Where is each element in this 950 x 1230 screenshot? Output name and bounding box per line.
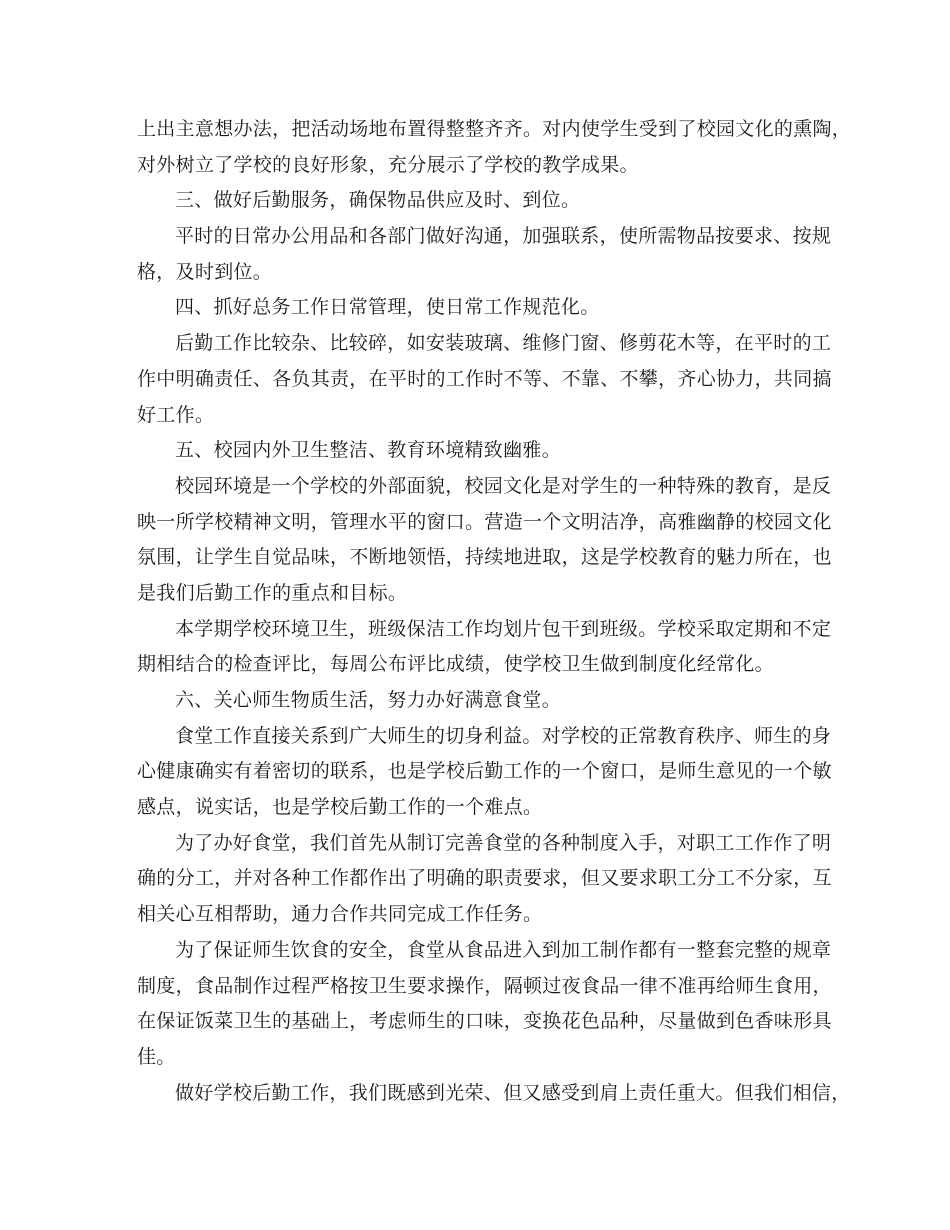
text-line: 氛围，让学生自觉品味，不断地领悟，持续地进取，这是学校教育的魅力所在，也 <box>137 546 832 569</box>
text-line: 六、关心师生物质生活，努力办好满意食堂。 <box>175 689 562 711</box>
text-line: 好工作。 <box>137 403 215 426</box>
text-line: 格，及时到位。 <box>137 260 273 283</box>
text-line: 心健康确实有着密切的联系，也是学校后勤工作的一个窗口，是师生意见的一个敏 <box>137 760 832 783</box>
text-line: 后勤工作比较杂、比较碎，如安装玻璃、维修门窗、修剪花木等，在平时的工 <box>175 332 832 355</box>
text-line: 映一所学校精神文明，管理水平的窗口。营造一个文明洁净，高雅幽静的校园文化 <box>137 510 832 533</box>
text-line: 三、做好后勤服务，确保物品供应及时、到位。 <box>175 189 581 212</box>
text-line: 为了保证师生饮食的安全，食堂从食品进入到加工制作都有一整套完整的规章 <box>175 938 832 961</box>
text-line: 食堂工作直接关系到广大师生的切身利益。对学校的正常教育秩序、师生的身 <box>175 724 832 747</box>
document-body <box>137 112 852 1111</box>
text-line: 确的分工，并对各种工作都作出了明确的职责要求，但又要求职工分工不分家，互 <box>137 867 832 890</box>
text-line: 相关心互相帮助，通力合作共同完成工作任务。 <box>137 903 543 926</box>
text-line: 佳。 <box>137 1045 176 1068</box>
text-line: 四、抓好总务工作日常管理，使日常工作规范化。 <box>175 296 600 319</box>
text-line: 感点，说实话，也是学校后勤工作的一个难点。 <box>137 796 543 819</box>
text-line: 作中明确责任、各负其责，在平时的工作时不等、不靠、不攀，齐心协力，共同搞 <box>137 367 832 390</box>
text-line: 校园环境是一个学校的外部面貌，校园文化是对学生的一种特殊的教育，是反 <box>175 474 832 497</box>
text-line: 上出主意想办法，把活动场地布置得整整齐齐。对内使学生受到了校园文化的熏陶， <box>137 118 852 140</box>
text-line: 是我们后勤工作的重点和目标。 <box>137 581 408 604</box>
text-line: 做好学校后勤工作，我们既感到光荣、但又感受到肩上责任重大。但我们相信， <box>175 1081 851 1104</box>
text-line: 制度，食品制作过程严格按卫生要求操作，隔顿过夜食品一律不准再给师生食用， <box>137 974 832 997</box>
text-line: 对外树立了学校的良好形象，充分展示了学校的教学成果。 <box>137 153 639 176</box>
text-line: 为了办好食堂，我们首先从制订完善食堂的各种制度入手，对职工工作作了明 <box>175 831 832 854</box>
text-line: 平时的日常办公用品和各部门做好沟通，加强联系，使所需物品按要求、按规 <box>175 225 832 248</box>
text-line: 五、校园内外卫生整洁、教育环境精致幽雅。 <box>175 439 562 462</box>
text-line: 在保证饭菜卫生的基础上，考虑师生的口味，变换花色品种，尽量做到色香味形具 <box>137 1010 832 1033</box>
text-line: 本学期学校环境卫生，班级保洁工作均划片包干到班级。学校采取定期和不定 <box>175 617 832 640</box>
text-line: 期相结合的检查评比，每周公布评比成绩，使学校卫生做到制度化经常化。 <box>137 653 774 676</box>
